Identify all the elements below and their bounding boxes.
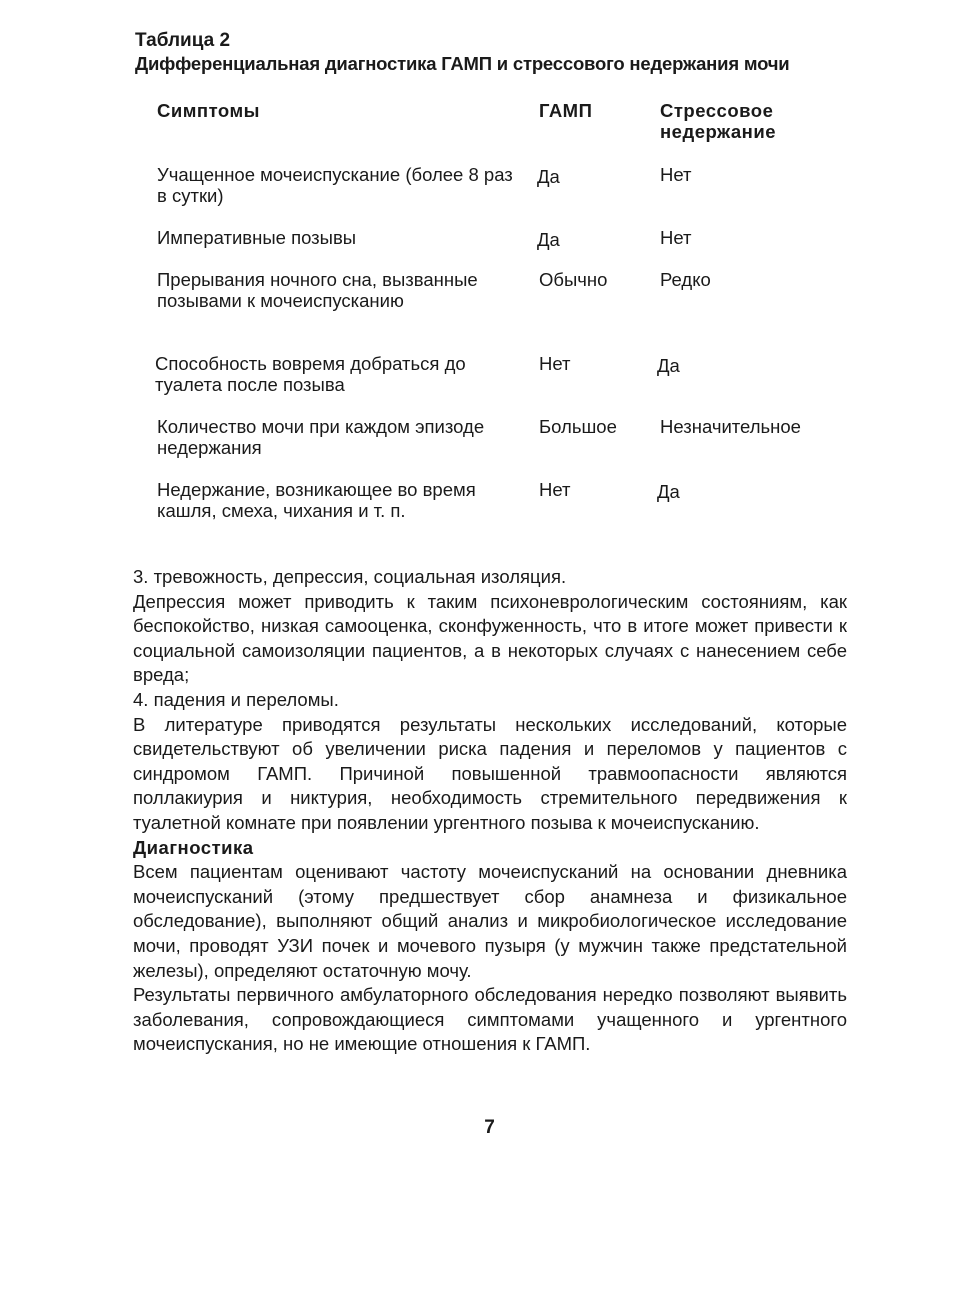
table-label: Таблица 2 <box>135 30 231 51</box>
table-header-row <box>157 100 857 164</box>
gamp-cell: Большое <box>539 416 617 437</box>
gamp-cell: Да <box>537 229 560 250</box>
symptom-cell: Учащенное мочеиспускание (более 8 раз в сутки) <box>157 164 513 206</box>
header-symptoms: Симптомы <box>157 100 260 121</box>
symptom-cell: Количество мочи при каждом эпизоде недержания <box>157 416 485 458</box>
header-gamp: ГАМП <box>539 100 593 121</box>
gamp-cell: Нет <box>539 353 571 374</box>
section-heading: Диагностика <box>133 836 254 858</box>
stress-cell: Нет <box>660 164 692 185</box>
symptom-cell: Прерывания ночного сна, вызванные позывами к мочеиспусканию <box>157 269 478 311</box>
stress-cell: Нет <box>660 227 692 248</box>
paragraph: Всем пациентам оценивают частоту мочеиспусканий на основании дневника мочеиспусканий (этому предшествует сбор анамнеза и физикальное обследование), выполняют общий анализ и микробиологическое исследование мочи, проводят УЗИ почек и мочевого пузыря (у мужчин также предстательной железы), определяют остаточную мочу. <box>133 861 847 981</box>
gamp-cell: Обычно <box>539 269 608 290</box>
table-row <box>157 353 857 416</box>
stress-cell: Да <box>657 355 680 376</box>
diagnosis-table <box>157 100 857 542</box>
paragraph: В литературе приводятся результаты нескольких исследований, которые свидетельствуют об увеличении риска падения и переломов у пациентов с синдромом ГАМП. Причиной повышенной травмоопасности являются поллакиурия и никтурия, необходимость стремительного передвижения к туалетной комнате при появлении ургентного позыва к мочеиспусканию. <box>133 713 847 833</box>
list-item-anxiety: 3. тревожность, депрессия, социальная изоляция. <box>133 566 567 587</box>
paragraph: Депрессия может приводить к таким психоневрологическим состояниям, как беспокойство, низкая самооценка, сконфуженность, что в итоге может привести к социальной самоизоляции пациентов, а в некоторых случаях с нанесением себе вреда; <box>133 590 847 686</box>
gamp-cell: Да <box>537 166 560 187</box>
list-item-falls: 4. падения и переломы. <box>133 688 339 710</box>
symptom-cell: Способность вовремя добраться до туалета после позыва <box>155 353 466 395</box>
gamp-cell: Нет <box>539 479 571 500</box>
header-stress: Стрессовое недержание <box>660 100 777 142</box>
table-row <box>157 479 857 542</box>
body-text <box>133 565 847 1057</box>
stress-cell: Незначительное <box>660 416 801 437</box>
symptom-cell: Императивные позывы <box>157 227 357 248</box>
table-row <box>157 416 857 479</box>
symptom-cell: Недержание, возникающее во время кашля, смеха, чихания и т. п. <box>157 479 476 521</box>
table-row <box>157 164 857 227</box>
stress-cell: Редко <box>660 269 711 290</box>
table-caption <box>135 30 895 76</box>
table-row <box>157 227 857 269</box>
table-row <box>157 269 857 353</box>
stress-cell: Да <box>657 481 680 502</box>
paragraph: Результаты первичного амбулаторного обследования нередко позволяют выявить заболевания, сопровождающиеся симптомами учащенного и ургентного мочеиспускания, но не имеющие отношения к ГАМП. <box>133 984 847 1055</box>
page-number: 7 <box>484 1117 495 1138</box>
table-title: Дифференциальная диагностика ГАМП и стрессового недержания мочи <box>135 53 790 74</box>
